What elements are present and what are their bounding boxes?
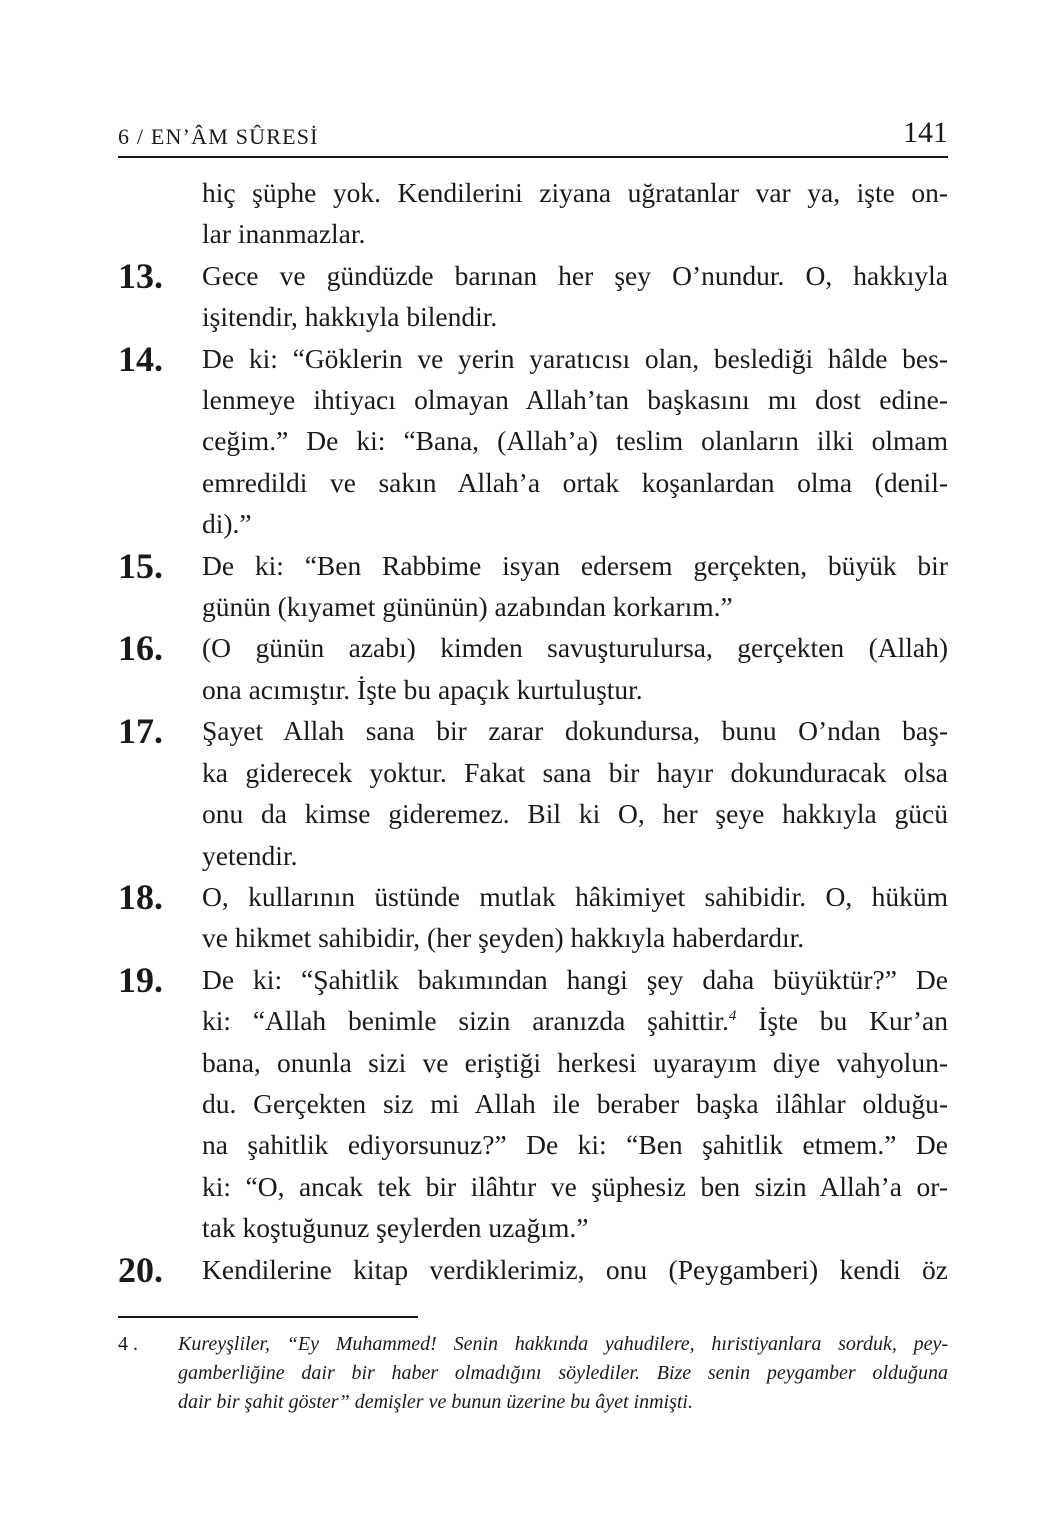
verse-number: 14.	[118, 338, 163, 379]
footnote-divider	[118, 1316, 418, 1318]
text-line: (O günün azabı) kimden savuşturulursa, gerçekten (Allah)	[202, 632, 948, 664]
text-line-with-footnote	[202, 1000, 948, 1041]
text-line: yetendir.	[202, 839, 298, 871]
verse-15	[118, 545, 948, 628]
verse-18	[118, 876, 948, 959]
text-line: Kendilerine kitap verdiklerimiz, onu (Peygamberi) kendi öz	[202, 1253, 948, 1285]
text-line: ki: “O, ancak tek bir ilâhtır ve şüphesiz ben sizin Allah’a or-	[202, 1170, 948, 1202]
text-line: ka giderecek yoktur. Fakat sana bir hayır dokunduracak olsa	[202, 756, 948, 788]
verse-number: 20.	[118, 1249, 163, 1290]
text-line: De ki: “Göklerin ve yerin yaratıcısı olan, beslediği hâlde bes-	[202, 342, 948, 374]
text-line: işitendir, hakkıyla bilendir.	[202, 301, 498, 333]
footnote-marker: 4 .	[118, 1333, 138, 1355]
text-line: De ki: “Şahitlik bakımından hangi şey daha büyüktür?” De	[202, 963, 948, 995]
text-line: Gece ve gündüzde barınan her şey O’nundur. O, hakkıyla	[202, 259, 948, 291]
text-line: na şahitlik ediyorsunuz?” De ki: “Ben şahitlik etmem.” De	[202, 1129, 948, 1161]
text-line: emredildi ve sakın Allah’a ortak koşanlardan olma (denil-	[202, 466, 948, 498]
verse-number: 17.	[118, 711, 163, 752]
text-fragment: İşte bu Kur’an	[736, 1005, 948, 1037]
verse-13	[118, 255, 948, 338]
text-line: lar inanmazlar.	[202, 218, 366, 250]
text-line: O, kullarının üstünde mutlak hâkimiyet sahibidir. O, hüküm	[202, 880, 948, 912]
page-number: 141	[903, 116, 948, 149]
verse-number: 15.	[118, 545, 163, 586]
text-line: günün (kıyamet gününün) azabından korkarım.”	[202, 591, 733, 623]
verse-14	[118, 338, 948, 545]
footnote-line: Kureyşliler, “Ey Muhammed! Senin hakkında yahudilere, hıristiyanlara sorduk, pey-	[178, 1333, 948, 1355]
running-head: 6 / EN’ÂM SÛRESİ	[118, 124, 319, 149]
footnote-line: gamberliğine dair bir haber olmadığını söylediler. Bize senin peygamber olduğuna	[178, 1362, 948, 1384]
verse-17	[118, 710, 948, 876]
text-line: tak koştuğunuz şeylerden uzağım.”	[202, 1212, 589, 1244]
verse-number: 19.	[118, 959, 163, 1000]
verse-number: 13.	[118, 255, 163, 296]
text-line: ceğim.” De ki: “Bana, (Allah’a) teslim olanların ilki olmam	[202, 425, 948, 457]
page-header	[118, 112, 948, 158]
footnote-line: dair bir şahit göster” demişler ve bunun üzerine bu âyet inmişti.	[178, 1391, 693, 1413]
verse-20	[118, 1249, 948, 1291]
text-line: ve hikmet sahibidir, (her şeyden) hakkıyla haberdardır.	[202, 922, 805, 954]
text-fragment: ki: “Allah benimle sizin aranızda şahittir.	[202, 1005, 729, 1037]
text-line: Şayet Allah sana bir zarar dokundursa, bunu O’ndan baş-	[202, 715, 948, 747]
text-line: De ki: “Ben Rabbime isyan edersem gerçekten, büyük bir	[202, 549, 948, 581]
continuation-paragraph	[202, 172, 948, 255]
verse-19	[118, 959, 948, 1249]
verse-number: 16.	[118, 628, 163, 669]
body-text	[118, 172, 948, 1291]
footnote	[118, 1330, 948, 1417]
text-line: du. Gerçekten siz mi Allah ile beraber başka ilâhlar olduğu-	[202, 1087, 948, 1119]
text-line: onu da kimse gideremez. Bil ki O, her şeye hakkıyla gücü	[202, 798, 948, 830]
text-line: lenmeye ihtiyacı olmayan Allah’tan başkasını mı dost edine-	[202, 384, 948, 416]
text-line: hiç şüphe yok. Kendilerini ziyana uğratanlar var ya, işte on-	[202, 177, 948, 208]
verse-16	[118, 627, 948, 710]
verse-number: 18.	[118, 876, 163, 917]
text-line: bana, onunla sizi ve eriştiği herkesi uyarayım diye vahyolun-	[202, 1046, 948, 1078]
text-line: di).”	[202, 508, 252, 540]
text-line: ona acımıştır. İşte bu apaçık kurtuluştur.	[202, 673, 643, 705]
footnote-reference: 4	[728, 1007, 737, 1024]
